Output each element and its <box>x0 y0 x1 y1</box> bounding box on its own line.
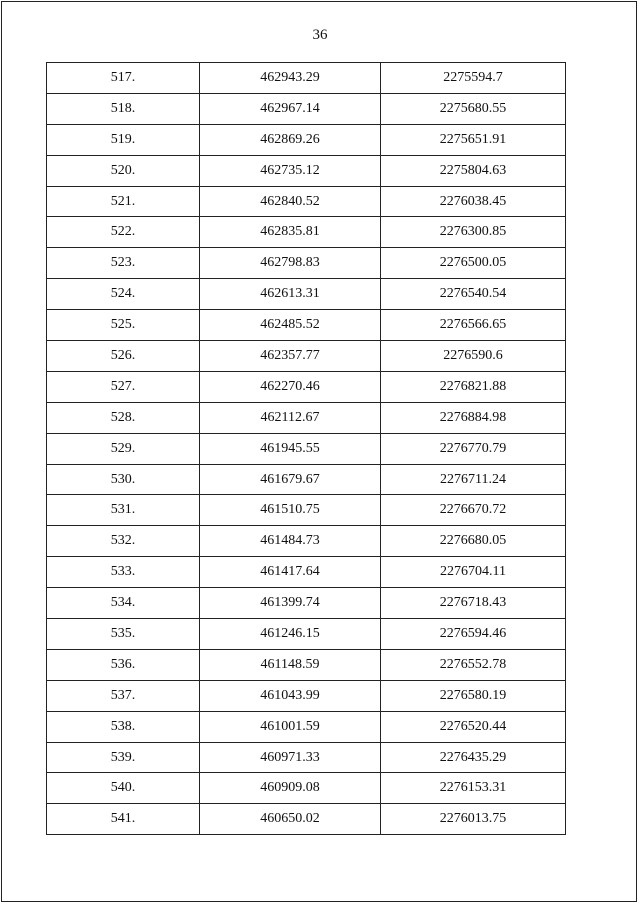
point-number-cell: 518. <box>47 93 200 124</box>
table-row <box>47 124 566 155</box>
coordinates-table-body <box>47 63 566 835</box>
table-row <box>47 495 566 526</box>
table-row <box>47 371 566 402</box>
x-coordinate-cell: 462967.14 <box>200 93 381 124</box>
x-coordinate-cell: 460650.02 <box>200 804 381 835</box>
table-row <box>47 464 566 495</box>
x-coordinate-cell: 461043.99 <box>200 680 381 711</box>
x-coordinate-cell: 461417.64 <box>200 557 381 588</box>
point-number-cell: 521. <box>47 186 200 217</box>
x-coordinate-cell: 461945.55 <box>200 433 381 464</box>
table-row <box>47 773 566 804</box>
point-number-cell: 532. <box>47 526 200 557</box>
y-coordinate-cell: 2275680.55 <box>381 93 566 124</box>
page-number: 36 <box>312 27 328 43</box>
y-coordinate-cell: 2276770.79 <box>381 433 566 464</box>
x-coordinate-cell: 461246.15 <box>200 619 381 650</box>
table-row <box>47 93 566 124</box>
y-coordinate-cell: 2275804.63 <box>381 155 566 186</box>
table-row <box>47 557 566 588</box>
y-coordinate-cell: 2276500.05 <box>381 248 566 279</box>
table-row <box>47 649 566 680</box>
x-coordinate-cell: 461001.59 <box>200 711 381 742</box>
point-number-cell: 531. <box>47 495 200 526</box>
x-coordinate-cell: 462943.29 <box>200 63 381 94</box>
y-coordinate-cell: 2276540.54 <box>381 279 566 310</box>
x-coordinate-cell: 460971.33 <box>200 742 381 773</box>
y-coordinate-cell: 2276680.05 <box>381 526 566 557</box>
point-number-cell: 523. <box>47 248 200 279</box>
point-number-cell: 517. <box>47 63 200 94</box>
y-coordinate-cell: 2276884.98 <box>381 402 566 433</box>
y-coordinate-cell: 2276718.43 <box>381 588 566 619</box>
table-row <box>47 217 566 248</box>
point-number-cell: 538. <box>47 711 200 742</box>
table-row <box>47 310 566 341</box>
table-row <box>47 680 566 711</box>
y-coordinate-cell: 2276590.6 <box>381 341 566 372</box>
y-coordinate-cell: 2276580.19 <box>381 680 566 711</box>
x-coordinate-cell: 462835.81 <box>200 217 381 248</box>
y-coordinate-cell: 2276704.11 <box>381 557 566 588</box>
point-number-cell: 524. <box>47 279 200 310</box>
point-number-cell: 528. <box>47 402 200 433</box>
point-number-cell: 537. <box>47 680 200 711</box>
table-row <box>47 619 566 650</box>
point-number-cell: 520. <box>47 155 200 186</box>
x-coordinate-cell: 461399.74 <box>200 588 381 619</box>
table-row <box>47 279 566 310</box>
x-coordinate-cell: 462613.31 <box>200 279 381 310</box>
point-number-cell: 525. <box>47 310 200 341</box>
x-coordinate-cell: 462840.52 <box>200 186 381 217</box>
x-coordinate-cell: 462869.26 <box>200 124 381 155</box>
x-coordinate-cell: 462270.46 <box>200 371 381 402</box>
y-coordinate-cell: 2275594.7 <box>381 63 566 94</box>
y-coordinate-cell: 2275651.91 <box>381 124 566 155</box>
y-coordinate-cell: 2276520.44 <box>381 711 566 742</box>
point-number-cell: 522. <box>47 217 200 248</box>
point-number-cell: 536. <box>47 649 200 680</box>
x-coordinate-cell: 461484.73 <box>200 526 381 557</box>
x-coordinate-cell: 461510.75 <box>200 495 381 526</box>
point-number-cell: 519. <box>47 124 200 155</box>
table-row <box>47 804 566 835</box>
x-coordinate-cell: 462798.83 <box>200 248 381 279</box>
table-row <box>47 742 566 773</box>
point-number-cell: 526. <box>47 341 200 372</box>
y-coordinate-cell: 2276594.46 <box>381 619 566 650</box>
x-coordinate-cell: 460909.08 <box>200 773 381 804</box>
x-coordinate-cell: 462735.12 <box>200 155 381 186</box>
x-coordinate-cell: 461679.67 <box>200 464 381 495</box>
y-coordinate-cell: 2276435.29 <box>381 742 566 773</box>
x-coordinate-cell: 462485.52 <box>200 310 381 341</box>
coordinates-table <box>46 62 566 835</box>
table-row <box>47 588 566 619</box>
x-coordinate-cell: 461148.59 <box>200 649 381 680</box>
y-coordinate-cell: 2276821.88 <box>381 371 566 402</box>
y-coordinate-cell: 2276038.45 <box>381 186 566 217</box>
table-row <box>47 63 566 94</box>
y-coordinate-cell: 2276552.78 <box>381 649 566 680</box>
table-row <box>47 433 566 464</box>
table-row <box>47 341 566 372</box>
y-coordinate-cell: 2276153.31 <box>381 773 566 804</box>
y-coordinate-cell: 2276711.24 <box>381 464 566 495</box>
table-row <box>47 402 566 433</box>
point-number-cell: 535. <box>47 619 200 650</box>
y-coordinate-cell: 2276670.72 <box>381 495 566 526</box>
point-number-cell: 541. <box>47 804 200 835</box>
point-number-cell: 530. <box>47 464 200 495</box>
y-coordinate-cell: 2276300.85 <box>381 217 566 248</box>
y-coordinate-cell: 2276013.75 <box>381 804 566 835</box>
point-number-cell: 539. <box>47 742 200 773</box>
x-coordinate-cell: 462112.67 <box>200 402 381 433</box>
point-number-cell: 534. <box>47 588 200 619</box>
table-row <box>47 526 566 557</box>
y-coordinate-cell: 2276566.65 <box>381 310 566 341</box>
point-number-cell: 529. <box>47 433 200 464</box>
table-row <box>47 155 566 186</box>
point-number-cell: 533. <box>47 557 200 588</box>
point-number-cell: 527. <box>47 371 200 402</box>
x-coordinate-cell: 462357.77 <box>200 341 381 372</box>
table-row <box>47 711 566 742</box>
table-row <box>47 186 566 217</box>
table-row <box>47 248 566 279</box>
point-number-cell: 540. <box>47 773 200 804</box>
